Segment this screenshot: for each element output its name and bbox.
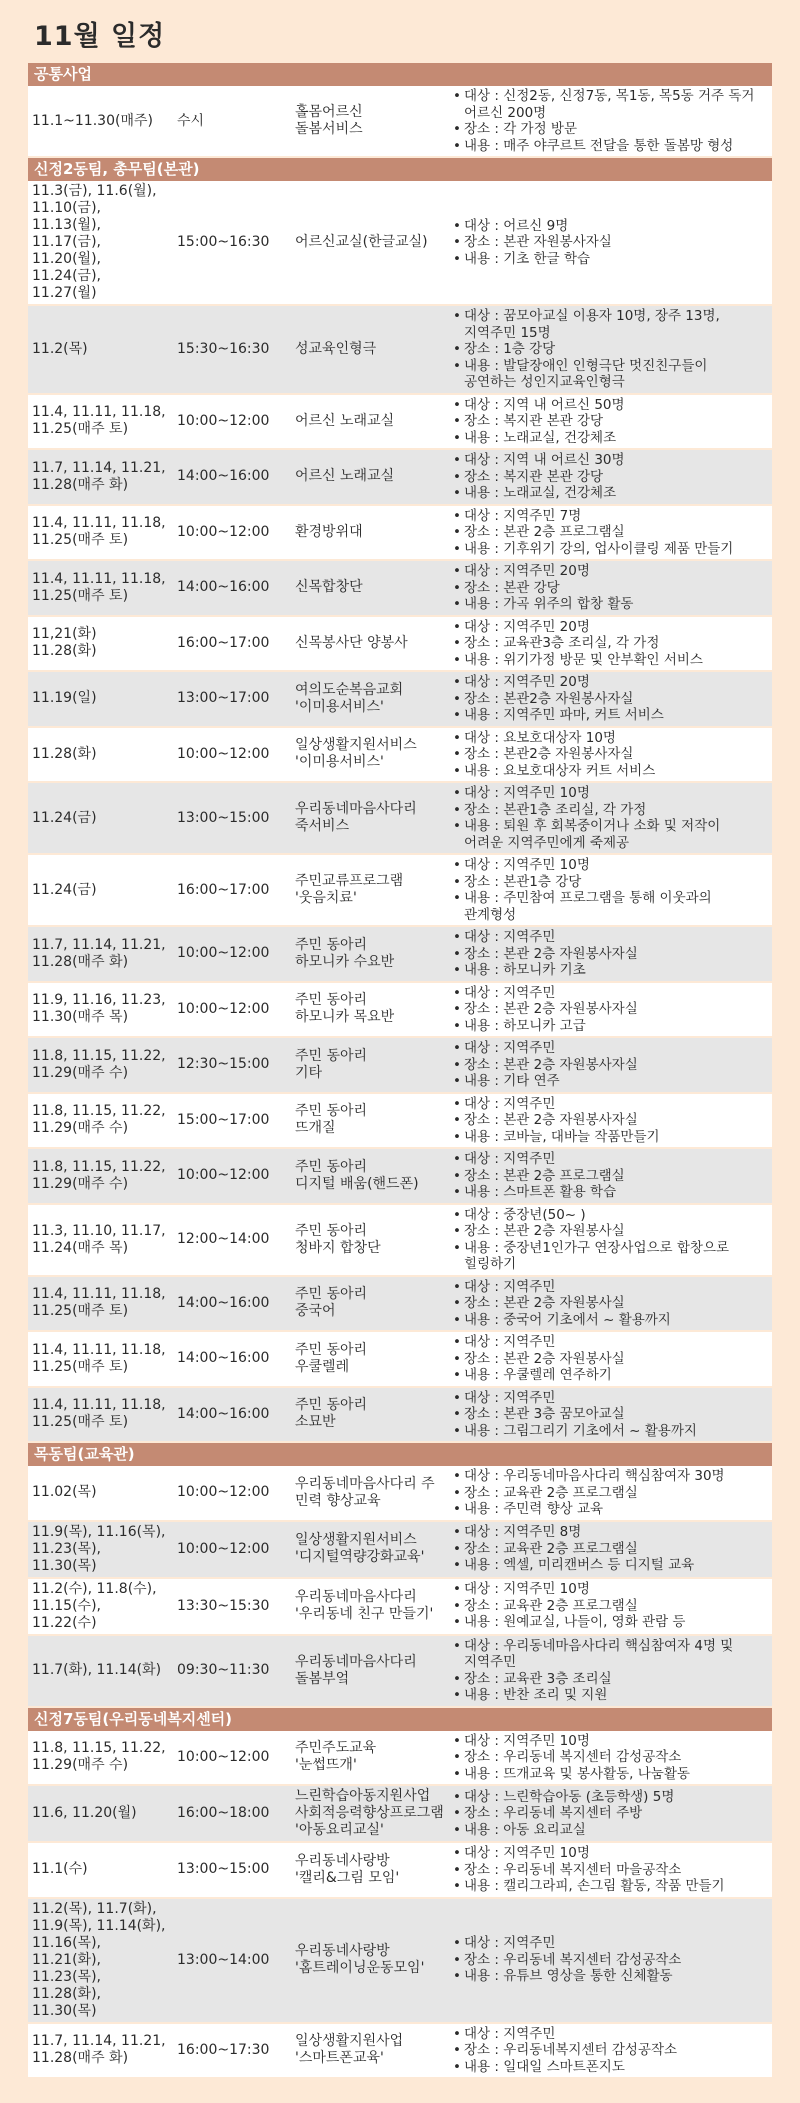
detail-item: • 내용 : 매주 야쿠르트 전달을 통한 돌봄망 형성 [452, 138, 768, 155]
detail-item: • 장소 : 본관1층 조리실, 각 가정 [452, 802, 768, 819]
details-cell [448, 1785, 772, 1842]
details-list [452, 1524, 768, 1574]
detail-item: • 장소 : 우리동네 복지센터 감성공작소 [452, 1952, 768, 1969]
program-cell: 우리동네사랑방 '홈트레이닝운동모임' [291, 1898, 448, 2023]
section-title: 공통사업 [28, 62, 772, 86]
details-cell [448, 1898, 772, 2023]
schedule-row [28, 1578, 772, 1635]
schedule-row [28, 671, 772, 727]
detail-item: • 내용 : 기타 연주 [452, 1073, 768, 1090]
time-cell: 14:00~16:00 [173, 1276, 291, 1332]
detail-item: • 대상 : 신정2동, 신정7동, 목1동, 목5동 거주 독거 어르신 200명 [452, 88, 768, 121]
details-list [452, 785, 768, 851]
detail-item: • 내용 : 스마트폰 활용 학습 [452, 1184, 768, 1201]
time-cell: 10:00~12:00 [173, 1731, 291, 1786]
program-cell: 주민 동아리 뜨개질 [291, 1093, 448, 1149]
time-cell: 13:00~15:00 [173, 782, 291, 854]
detail-item: • 장소 : 본관 강당 [452, 580, 768, 597]
time-cell: 10:00~12:00 [173, 1521, 291, 1578]
detail-item: • 장소 : 본관2층 자원봉사자실 [452, 691, 768, 708]
date-cell: 11.1~11.30(매주) [28, 86, 173, 157]
details-list [452, 397, 768, 447]
detail-item: • 대상 : 지역주민 20명 [452, 674, 768, 691]
program-cell: 우리동네사랑방 '캘리&그림 모임' [291, 1842, 448, 1898]
date-cell: 11.6, 11.20(월) [28, 1785, 173, 1842]
detail-item: • 장소 : 본관 2층 프로그램실 [452, 1168, 768, 1185]
program-cell: 느린학습아동지원사업 사회적응력향상프로그램 '아동요리교실' [291, 1785, 448, 1842]
schedule-row [28, 449, 772, 505]
time-cell: 10:00~12:00 [173, 1466, 291, 1521]
detail-item: • 장소 : 본관 2층 자원봉사실 [452, 1295, 768, 1312]
program-cell: 주민 동아리 기타 [291, 1037, 448, 1093]
time-cell: 10:00~12:00 [173, 982, 291, 1038]
details-cell [448, 854, 772, 926]
program-cell: 어르신 노래교실 [291, 449, 448, 505]
date-cell: 11.4, 11.11, 11.18, 11.25(매주 토) [28, 1387, 173, 1443]
time-cell: 10:00~12:00 [173, 926, 291, 982]
detail-item: • 대상 : 지역주민 20명 [452, 563, 768, 580]
details-cell [448, 1276, 772, 1332]
detail-item: • 내용 : 하모니카 고급 [452, 1018, 768, 1035]
section-title: 신정2동팀, 총무팀(본관) [28, 157, 772, 181]
date-cell: 11,21(화) 11.28(화) [28, 616, 173, 672]
details-cell [448, 782, 772, 854]
schedule-row [28, 181, 772, 305]
schedule-row [28, 1785, 772, 1842]
details-list [452, 1096, 768, 1146]
detail-item: • 대상 : 어르신 9명 [452, 218, 768, 235]
detail-item: • 내용 : 반찬 조리 및 지원 [452, 1687, 768, 1704]
program-cell: 주민 동아리 우쿨렐레 [291, 1331, 448, 1387]
detail-item: • 대상 : 지역주민 [452, 1334, 768, 1351]
schedule-row [28, 86, 772, 157]
details-cell [448, 1521, 772, 1578]
detail-item: • 내용 : 일대일 스마트폰지도 [452, 2059, 768, 2076]
date-cell: 11.4, 11.11, 11.18, 11.25(매주 토) [28, 1276, 173, 1332]
time-cell: 10:00~12:00 [173, 394, 291, 450]
detail-item: • 내용 : 유튜브 영상을 통한 신체활동 [452, 1968, 768, 1985]
details-cell [448, 86, 772, 157]
date-cell: 11.7(화), 11.14(화) [28, 1635, 173, 1707]
detail-item: • 장소 : 본관 2층 프로그램실 [452, 524, 768, 541]
detail-item: • 대상 : 지역주민 10명 [452, 1845, 768, 1862]
time-cell: 14:00~16:00 [173, 560, 291, 616]
time-cell: 14:00~16:00 [173, 1387, 291, 1443]
schedule-row [28, 1387, 772, 1443]
schedule-row [28, 1276, 772, 1332]
detail-item: • 장소 : 본관 2층 자원봉사자실 [452, 946, 768, 963]
schedule-row [28, 926, 772, 982]
schedule-row [28, 782, 772, 854]
detail-item: • 대상 : 지역주민 10명 [452, 1581, 768, 1598]
details-cell [448, 1466, 772, 1521]
detail-item: • 내용 : 캘리그라피, 손그림 활동, 작품 만들기 [452, 1878, 768, 1895]
program-cell: 주민교류프로그램 '웃음치료' [291, 854, 448, 926]
schedule-body [28, 62, 772, 2078]
detail-item: • 내용 : 우쿨렐레 연주하기 [452, 1367, 768, 1384]
detail-item: • 내용 : 중국어 기초에서 ~ 활용까지 [452, 1312, 768, 1329]
details-cell [448, 1387, 772, 1443]
details-list [452, 1207, 768, 1273]
details-list [452, 1151, 768, 1201]
schedule-row [28, 1898, 772, 2023]
time-cell: 09:30~11:30 [173, 1635, 291, 1707]
details-list [452, 1390, 768, 1440]
program-cell: 주민 동아리 디지털 배움(핸드폰) [291, 1148, 448, 1204]
program-cell: 일상생활지원서비스 '이미용서비스' [291, 727, 448, 783]
date-cell: 11.24(금) [28, 854, 173, 926]
date-cell: 11.4, 11.11, 11.18, 11.25(매주 토) [28, 505, 173, 561]
details-list [452, 674, 768, 724]
details-cell [448, 394, 772, 450]
schedule-row [28, 1466, 772, 1521]
details-list [452, 1468, 768, 1518]
time-cell: 16:00~17:00 [173, 854, 291, 926]
time-cell: 16:00~17:30 [173, 2023, 291, 2079]
page-title: 11월 일정 [34, 21, 166, 52]
detail-item: • 대상 : 지역주민 [452, 1040, 768, 1057]
detail-item: • 장소 : 우리동네 복지센터 주방 [452, 1805, 768, 1822]
detail-item: • 내용 : 기후위기 강의, 업사이클링 제품 만들기 [452, 541, 768, 558]
program-cell: 신목합창단 [291, 560, 448, 616]
schedule-row [28, 1731, 772, 1786]
details-list [452, 1935, 768, 1985]
details-list [452, 452, 768, 502]
details-list [452, 985, 768, 1035]
date-cell: 11.2(목), 11.7(화), 11.9(목), 11.14(화), 11.16(목), 11.21(화), 11.23(목), 11.28(화), 11.30(목) [28, 1898, 173, 2023]
detail-item: • 내용 : 중장년1인가구 연장사업으로 합창으로 힐링하기 [452, 1240, 768, 1273]
schedule-row [28, 1331, 772, 1387]
date-cell: 11.2(수), 11.8(수), 11.15(수), 11.22(수) [28, 1578, 173, 1635]
detail-item: • 대상 : 지역주민 [452, 1151, 768, 1168]
detail-item: • 장소 : 본관 2층 자원봉사자실 [452, 1112, 768, 1129]
detail-item: • 장소 : 복지관 본관 강당 [452, 413, 768, 430]
detail-item: • 장소 : 본관 3층 꿈모아교실 [452, 1406, 768, 1423]
schedule-row [28, 305, 772, 394]
detail-item: • 대상 : 중장년(50~ ) [452, 1207, 768, 1224]
schedule-row [28, 505, 772, 561]
time-cell: 10:00~12:00 [173, 1148, 291, 1204]
schedule-row [28, 1842, 772, 1898]
detail-item: • 내용 : 뜨개교육 및 봉사활동, 나눔활동 [452, 1766, 768, 1783]
schedule-row [28, 560, 772, 616]
detail-item: • 대상 : 지역주민 10명 [452, 785, 768, 802]
detail-item: • 장소 : 본관 자원봉사자실 [452, 234, 768, 251]
detail-item: • 내용 : 그림그리기 기초에서 ~ 활용까지 [452, 1423, 768, 1440]
details-cell [448, 1331, 772, 1387]
time-cell: 15:00~17:00 [173, 1093, 291, 1149]
details-list [452, 929, 768, 979]
schedule-table [28, 61, 772, 2079]
detail-item: • 내용 : 가곡 위주의 합창 활동 [452, 596, 768, 613]
detail-item: • 내용 : 원예교실, 나들이, 영화 관람 등 [452, 1614, 768, 1631]
detail-item: • 대상 : 지역주민 10명 [452, 857, 768, 874]
detail-item: • 장소 : 교육관 2층 프로그램실 [452, 1485, 768, 1502]
date-cell: 11.8, 11.15, 11.22, 11.29(매주 수) [28, 1731, 173, 1786]
time-cell: 10:00~12:00 [173, 505, 291, 561]
detail-item: • 장소 : 우리동네복지센터 감성공작소 [452, 2042, 768, 2059]
details-cell [448, 449, 772, 505]
time-cell: 16:00~18:00 [173, 1785, 291, 1842]
detail-item: • 대상 : 느린학습아동 (초등학생) 5명 [452, 1789, 768, 1806]
detail-item: • 대상 : 지역주민 [452, 1279, 768, 1296]
detail-item: • 장소 : 우리동네 복지센터 감성공작소 [452, 1749, 768, 1766]
details-cell [448, 1204, 772, 1276]
details-list [452, 563, 768, 613]
date-cell: 11.9, 11.16, 11.23, 11.30(매주 목) [28, 982, 173, 1038]
schedule-row [28, 1635, 772, 1707]
program-cell: 주민 동아리 하모니카 목요반 [291, 982, 448, 1038]
schedule-row [28, 1204, 772, 1276]
detail-item: • 내용 : 코바늘, 대바늘 작품만들기 [452, 1129, 768, 1146]
detail-item: • 내용 : 하모니카 기초 [452, 962, 768, 979]
detail-item: • 장소 : 본관 2층 자원봉사실 [452, 1351, 768, 1368]
date-cell: 11.9(목), 11.16(목), 11.23(목), 11.30(목) [28, 1521, 173, 1578]
detail-item: • 장소 : 본관 2층 자원봉사실 [452, 1223, 768, 1240]
detail-item: • 대상 : 우리동네마음사다리 핵심참여자 30명 [452, 1468, 768, 1485]
schedule-row [28, 2023, 772, 2079]
detail-item: • 장소 : 본관2층 자원봉사자실 [452, 746, 768, 763]
program-cell: 어르신교실(한글교실) [291, 181, 448, 305]
details-list [452, 1040, 768, 1090]
details-cell [448, 616, 772, 672]
details-list [452, 1279, 768, 1329]
section-header [28, 1707, 772, 1731]
detail-item: • 내용 : 퇴원 후 회복중이거나 소화 및 저작이 어려운 지역주민에게 죽제공 [452, 818, 768, 851]
detail-item: • 장소 : 본관 2층 자원봉사자실 [452, 1057, 768, 1074]
program-cell: 일상생활지원사업 '스마트폰교육' [291, 2023, 448, 2079]
details-list [452, 508, 768, 558]
program-cell: 우리동네마음사다리 죽서비스 [291, 782, 448, 854]
program-cell: 주민 동아리 하모니카 수요반 [291, 926, 448, 982]
details-list [452, 619, 768, 669]
details-list [452, 1789, 768, 1839]
time-cell: 13:00~17:00 [173, 671, 291, 727]
program-cell: 우리동네마음사다리 주 민력 향상교육 [291, 1466, 448, 1521]
details-cell [448, 1148, 772, 1204]
time-cell: 10:00~12:00 [173, 727, 291, 783]
schedule-row [28, 1037, 772, 1093]
details-cell [448, 505, 772, 561]
program-cell: 주민 동아리 청바지 합창단 [291, 1204, 448, 1276]
details-cell [448, 1635, 772, 1707]
date-cell: 11.7, 11.14, 11.21, 11.28(매주 화) [28, 926, 173, 982]
details-list [452, 2026, 768, 2076]
schedule-row [28, 854, 772, 926]
detail-item: • 장소 : 1층 강당 [452, 341, 768, 358]
details-cell [448, 982, 772, 1038]
detail-item: • 장소 : 본관 2층 자원봉사자실 [452, 1001, 768, 1018]
time-cell: 16:00~17:00 [173, 616, 291, 672]
detail-item: • 대상 : 지역주민 7명 [452, 508, 768, 525]
detail-item: • 내용 : 엑셀, 미리캔버스 등 디지털 교육 [452, 1557, 768, 1574]
details-cell [448, 1578, 772, 1635]
program-cell: 신목봉사단 양봉사 [291, 616, 448, 672]
time-cell: 수시 [173, 86, 291, 157]
details-list [452, 1733, 768, 1783]
date-cell: 11.28(화) [28, 727, 173, 783]
details-cell [448, 1037, 772, 1093]
detail-item: • 내용 : 아동 요리교실 [452, 1822, 768, 1839]
details-cell [448, 181, 772, 305]
program-cell: 주민 동아리 소묘반 [291, 1387, 448, 1443]
section-header [28, 1442, 772, 1466]
program-cell: 환경방위대 [291, 505, 448, 561]
detail-item: • 대상 : 지역주민 8명 [452, 1524, 768, 1541]
date-cell: 11.4, 11.11, 11.18, 11.25(매주 토) [28, 1331, 173, 1387]
date-cell: 11.4, 11.11, 11.18, 11.25(매주 토) [28, 394, 173, 450]
date-cell: 11.4, 11.11, 11.18, 11.25(매주 토) [28, 560, 173, 616]
detail-item: • 대상 : 지역 내 어르신 30명 [452, 452, 768, 469]
detail-item: • 대상 : 지역주민 10명 [452, 1733, 768, 1750]
details-cell [448, 305, 772, 394]
detail-item: • 장소 : 복지관 본관 강당 [452, 469, 768, 486]
details-list [452, 857, 768, 923]
details-cell [448, 1093, 772, 1149]
details-cell [448, 1842, 772, 1898]
section-header [28, 62, 772, 86]
detail-item: • 대상 : 지역주민 [452, 929, 768, 946]
program-cell: 성교육인형극 [291, 305, 448, 394]
details-cell [448, 2023, 772, 2079]
schedule-row [28, 394, 772, 450]
schedule-row [28, 727, 772, 783]
detail-item: • 장소 : 우리동네 복지센터 마을공작소 [452, 1862, 768, 1879]
detail-item: • 장소 : 본관1층 강당 [452, 874, 768, 891]
schedule-row [28, 1521, 772, 1578]
date-cell: 11.8, 11.15, 11.22, 11.29(매주 수) [28, 1037, 173, 1093]
time-cell: 14:00~16:00 [173, 449, 291, 505]
time-cell: 15:30~16:30 [173, 305, 291, 394]
detail-item: • 장소 : 교육관3층 조리실, 각 가정 [452, 635, 768, 652]
detail-item: • 장소 : 교육관 3층 조리실 [452, 1671, 768, 1688]
detail-item: • 대상 : 지역주민 [452, 985, 768, 1002]
details-list [452, 1334, 768, 1384]
section-title: 목동팀(교육관) [28, 1442, 772, 1466]
details-list [452, 1581, 768, 1631]
details-list [452, 218, 768, 268]
detail-item: • 내용 : 기초 한글 학습 [452, 251, 768, 268]
detail-item: • 대상 : 요보호대상자 10명 [452, 730, 768, 747]
detail-item: • 내용 : 요보호대상자 커트 서비스 [452, 763, 768, 780]
detail-item: • 내용 : 발달장애인 인형극단 멋진친구들이 공연하는 성인지교육인형극 [452, 358, 768, 391]
program-cell: 어르신 노래교실 [291, 394, 448, 450]
time-cell: 14:00~16:00 [173, 1331, 291, 1387]
schedule-row [28, 616, 772, 672]
program-cell: 주민주도교육 '눈썹뜨개' [291, 1731, 448, 1786]
detail-item: • 대상 : 우리동네마음사다리 핵심참여자 4명 및 지역주민 [452, 1638, 768, 1671]
detail-item: • 대상 : 지역주민 [452, 1390, 768, 1407]
program-cell: 일상생활지원서비스 '디지털역량강화교육' [291, 1521, 448, 1578]
date-cell: 11.1(수) [28, 1842, 173, 1898]
details-list [452, 730, 768, 780]
date-cell: 11.3, 11.10, 11.17, 11.24(매주 목) [28, 1204, 173, 1276]
details-cell [448, 671, 772, 727]
date-cell: 11.7, 11.14, 11.21, 11.28(매주 화) [28, 449, 173, 505]
detail-item: • 내용 : 주민참여 프로그램을 통해 이웃과의 관계형성 [452, 890, 768, 923]
section-title: 신정7동팀(우리동네복지센터) [28, 1707, 772, 1731]
date-cell: 11.19(일) [28, 671, 173, 727]
details-list [452, 88, 768, 154]
detail-item: • 장소 : 교육관 2층 프로그램실 [452, 1598, 768, 1615]
details-list [452, 1638, 768, 1704]
details-list [452, 308, 768, 391]
time-cell: 15:00~16:30 [173, 181, 291, 305]
date-cell: 11.2(목) [28, 305, 173, 394]
details-cell [448, 560, 772, 616]
detail-item: • 대상 : 지역주민 20명 [452, 619, 768, 636]
detail-item: • 장소 : 교육관 2층 프로그램실 [452, 1541, 768, 1558]
detail-item: • 대상 : 지역 내 어르신 50명 [452, 397, 768, 414]
details-cell [448, 727, 772, 783]
schedule-row [28, 1148, 772, 1204]
detail-item: • 대상 : 지역주민 [452, 2026, 768, 2043]
program-cell: 우리동네마음사다리 '우리동네 친구 만들기' [291, 1578, 448, 1635]
program-cell: 여의도순복음교회 '이미용서비스' [291, 671, 448, 727]
schedule-row [28, 1093, 772, 1149]
time-cell: 12:00~14:00 [173, 1204, 291, 1276]
date-cell: 11.24(금) [28, 782, 173, 854]
detail-item: • 내용 : 노래교실, 건강체조 [452, 485, 768, 502]
date-cell: 11.3(금), 11.6(월), 11.10(금), 11.13(월), 11.17(금), 11.20(월), 11.24(금), 11.27(월) [28, 181, 173, 305]
time-cell: 13:00~14:00 [173, 1898, 291, 2023]
date-cell: 11.02(목) [28, 1466, 173, 1521]
time-cell: 12:30~15:00 [173, 1037, 291, 1093]
section-header [28, 157, 772, 181]
detail-item: • 내용 : 위기가정 방문 및 안부확인 서비스 [452, 652, 768, 669]
detail-item: • 내용 : 지역주민 파마, 커트 서비스 [452, 707, 768, 724]
detail-item: • 장소 : 각 가정 방문 [452, 121, 768, 138]
detail-item: • 내용 : 주민력 향상 교육 [452, 1501, 768, 1518]
date-cell: 11.8, 11.15, 11.22, 11.29(매주 수) [28, 1148, 173, 1204]
date-cell: 11.8, 11.15, 11.22, 11.29(매주 수) [28, 1093, 173, 1149]
program-cell: 홀몸어르신 돌봄서비스 [291, 86, 448, 157]
schedule-row [28, 982, 772, 1038]
time-cell: 13:30~15:30 [173, 1578, 291, 1635]
program-cell: 우리동네마음사다리 돌봄부엌 [291, 1635, 448, 1707]
program-cell: 주민 동아리 중국어 [291, 1276, 448, 1332]
detail-item: • 내용 : 노래교실, 건강체조 [452, 430, 768, 447]
details-cell [448, 1731, 772, 1786]
details-list [452, 1845, 768, 1895]
detail-item: • 대상 : 꿈모아교실 이용자 10명, 장주 13명, 지역주민 15명 [452, 308, 768, 341]
date-cell: 11.7, 11.14, 11.21, 11.28(매주 화) [28, 2023, 173, 2079]
details-cell [448, 926, 772, 982]
detail-item: • 대상 : 지역주민 [452, 1096, 768, 1113]
detail-item: • 대상 : 지역주민 [452, 1935, 768, 1952]
time-cell: 13:00~15:00 [173, 1842, 291, 1898]
